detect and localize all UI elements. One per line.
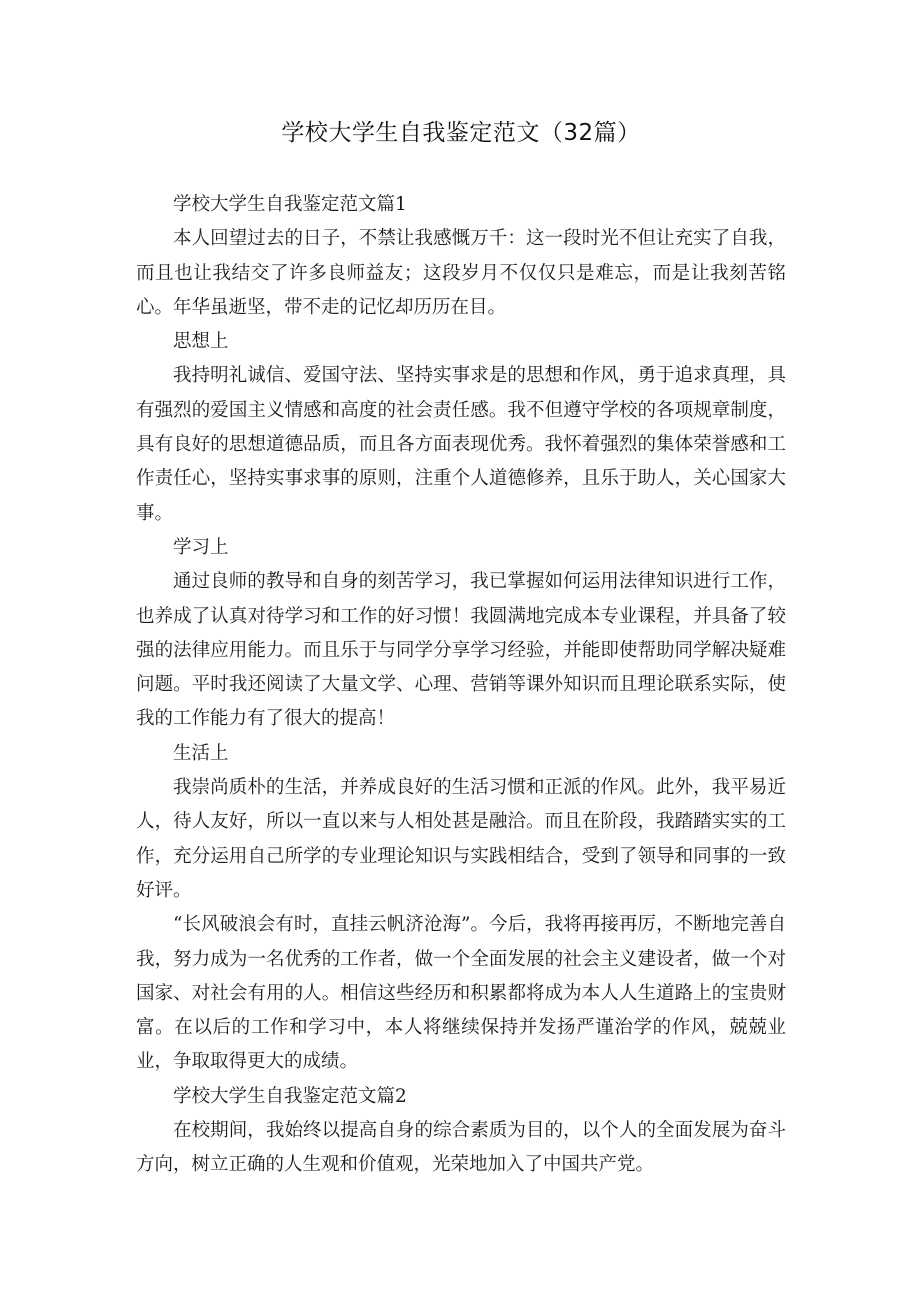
paragraph-intro: 本人回望过去的日子，不禁让我感慨万千：这一段时光不但让充实了自我，而且也让我结交了许多良师益友；这段岁月不仅仅只是难忘，而是让我刻苦铭心。年华虽逝坚，带不走的记忆却历历在目。 bbox=[136, 228, 786, 318]
section-heading-article-1: 学校大学生自我鉴定范文篇1 bbox=[173, 194, 407, 215]
section-heading-life: 生活上 bbox=[173, 742, 229, 764]
section-heading-study: 学习上 bbox=[173, 536, 229, 558]
section-heading-article-2: 学校大学生自我鉴定范文篇2 bbox=[173, 1085, 407, 1107]
paragraph-conclusion: “长风破浪会有时，直挂云帆济沧海”。今后，我将再接再厉，不断地完善自我，努力成为一名优秀的工作者，做一个全面发展的社会主义建设者，做一个对国家、对社会有用的人。相信这些经历和积累都将成为本人人生道路上的宝贵财富。在以后的工作和学习中，本人将继续保持并发扬严谨治学的作风，兢兢业业，争取取得更大的成绩。 bbox=[136, 914, 786, 1073]
document-body bbox=[136, 188, 786, 1183]
paragraph-life: 我崇尚质朴的生活，并养成良好的生活习惯和正派的作风。此外，我平易近人，待人友好，所以一直以来与人相处甚是融洽。而且在阶段，我踏踏实实的工作，充分运用自己所学的专业理论知识与实践相结合，受到了领导和同事的一致好评。 bbox=[136, 777, 786, 901]
document-title: 学校大学生自我鉴定范文（32篇） bbox=[281, 120, 641, 146]
paragraph-thought: 我持明礼诚信、爱国守法、坚持实事求是的思想和作风，勇于追求真理，具有强烈的爱国主义情感和高度的社会责任感。我不但遵守学校的各项规章制度，具有良好的思想道德品质，而且各方面表现优秀。我怀着强烈的集体荣誉感和工作责任心，坚持实事求事的原则，注重个人道德修养，且乐于助人，关心国家大事。 bbox=[136, 365, 786, 524]
paragraph-study: 通过良师的教导和自身的刻苦学习，我已掌握如何运用法律知识进行工作，也养成了认真对待学习和工作的好习惯！我圆满地完成本专业课程，并具备了较强的法律应用能力。而且乐于与同学分享学习经验，并能即使帮助同学解决疑难问题。平时我还阅读了大量文学、心理、营销等课外知识而且理论联系实际，使我的工作能力有了很大的提高！ bbox=[136, 571, 786, 730]
section-heading-thought: 思想上 bbox=[173, 331, 229, 353]
paragraph-article-2: 在校期间，我始终以提高自身的综合素质为目的，以个人的全面发展为奋斗方向，树立正确的人生观和价值观，光荣地加入了中国共产党。 bbox=[136, 1120, 786, 1176]
